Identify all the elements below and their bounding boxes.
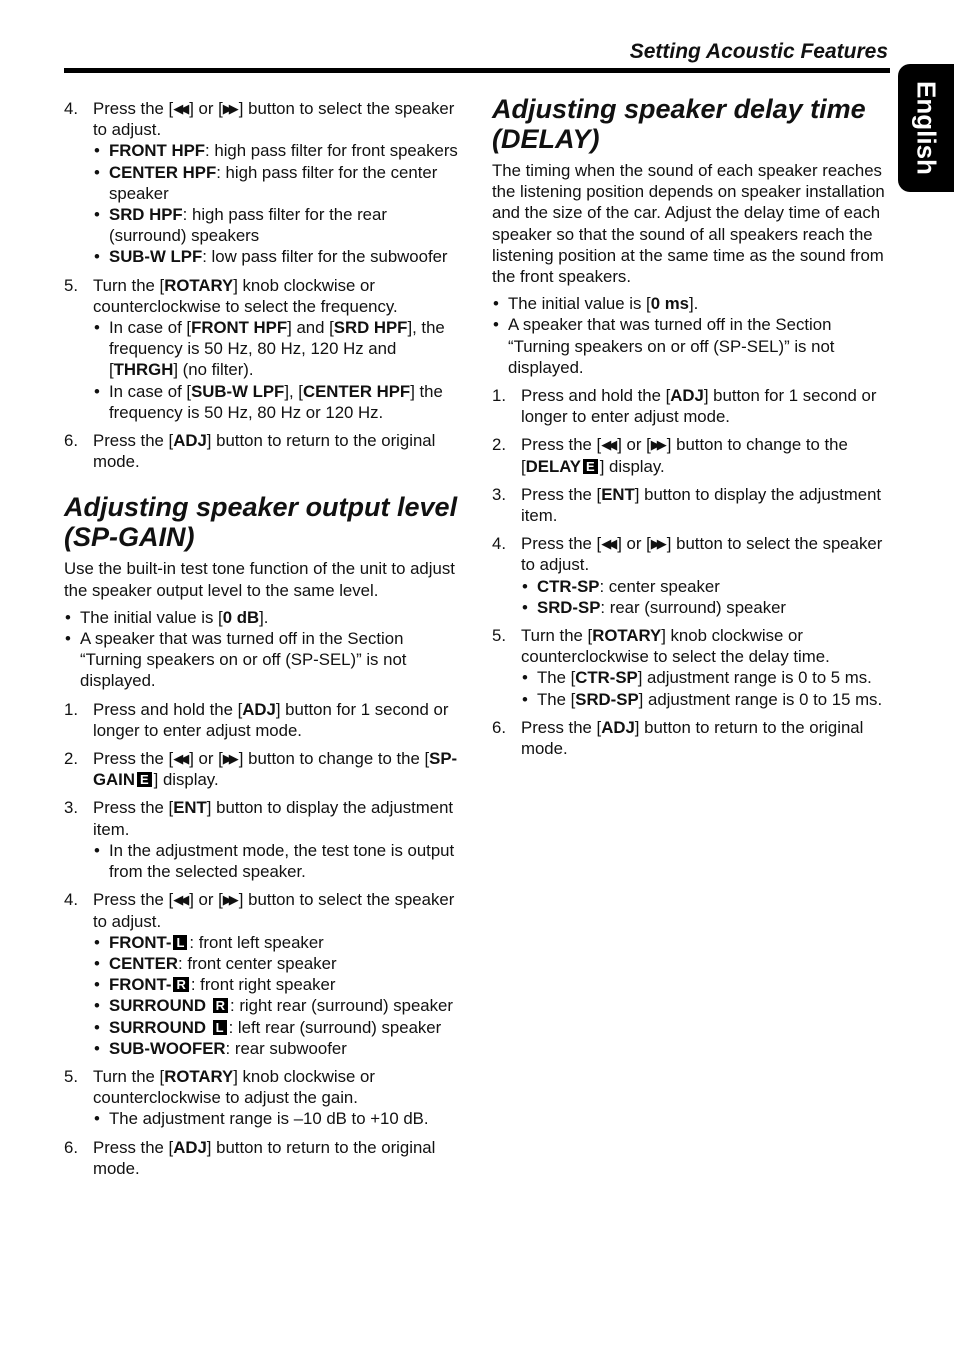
text: The initial value is [: [80, 607, 223, 627]
step-number: 6.: [492, 717, 506, 737]
text: ] button to change to the [: [238, 749, 430, 769]
speaker-list: [93, 932, 464, 1059]
language-tab: [898, 64, 954, 192]
list-item: [64, 607, 464, 628]
text: ] button to display the adjustment item.: [93, 798, 454, 839]
term: ADJ: [173, 431, 207, 451]
list-item: [93, 1017, 464, 1038]
fast-forward-icon: ▶▶: [650, 437, 663, 453]
text: ] adjustment range is 0 to 5 ms.: [637, 668, 872, 688]
term: 0 ms: [650, 294, 689, 314]
text: ] button to return to the original mode.: [93, 431, 436, 472]
fast-forward-icon: ▶▶: [222, 751, 235, 767]
range-notes: [521, 667, 890, 709]
text: Press the [: [521, 534, 602, 554]
filter-steps: [64, 98, 464, 472]
text: ] button to select the speaker to adjust.: [93, 99, 455, 140]
text: Press the [: [521, 435, 602, 455]
term: SURROUND: [109, 1017, 211, 1037]
section-intro: The timing when the sound of each speaker reaches the listening position depends on speaker installation and the size of the car. Adjust the delay time of each speaker so that the sound of all speakers reach the listening position at the same time as the sound from the front speakers.: [492, 161, 885, 287]
section-intro: Use the built-in test tone function of the unit to adjust the speaker output level to the same level.: [64, 559, 455, 600]
text: Turn the [: [93, 275, 165, 295]
step-number: 1.: [64, 699, 78, 719]
text: Press the [: [521, 717, 602, 737]
text: ] or [: [189, 99, 223, 118]
text: ] or [: [189, 749, 223, 769]
term: ADJ: [601, 717, 635, 737]
term: SUB-WOOFER: [109, 1038, 226, 1058]
term: ROTARY: [164, 1066, 234, 1086]
text: ], the frequency is 50 Hz, 80 Hz, 120 Hz and [: [109, 318, 445, 380]
text: : low pass filter for the subwoofer: [202, 247, 448, 267]
text: : right rear (surround) speaker: [230, 996, 453, 1016]
r-badge-icon: R: [173, 977, 188, 992]
text: ] knob clockwise or counterclockwise to select the delay time.: [521, 626, 830, 667]
text: ] button for 1 second or longer to enter adjust mode.: [93, 699, 449, 740]
text: ] knob clockwise or counterclockwise to adjust the gain.: [93, 1066, 375, 1108]
list-item: [93, 953, 464, 974]
term: SRD-SP: [575, 689, 639, 709]
term: FRONT-: [109, 975, 172, 995]
term: CTR-SP: [537, 576, 600, 596]
l-badge-icon: L: [213, 1020, 227, 1035]
term: SUB-W LPF: [109, 247, 203, 267]
filter-step-4: [64, 98, 464, 268]
frequency-notes: [93, 317, 464, 423]
step-number: 5.: [492, 626, 506, 646]
text: ] or [: [617, 435, 651, 455]
text: : high pass filter for the center speaker: [109, 162, 438, 203]
text: The [: [537, 668, 576, 688]
page-header-title: Setting Acoustic Features: [629, 40, 888, 63]
rewind-icon: ◀◀: [601, 437, 614, 453]
delay-step-2: [492, 434, 890, 476]
rewind-icon: ◀◀: [173, 751, 186, 767]
term: ADJ: [242, 699, 276, 719]
step-number: 2.: [492, 435, 506, 455]
term: FRONT HPF: [191, 318, 288, 338]
e-badge-icon: E: [137, 772, 152, 787]
text: : front center speaker: [178, 953, 337, 973]
term: CENTER HPF: [109, 162, 217, 182]
e-badge-icon: E: [583, 459, 598, 474]
term: CENTER: [109, 953, 178, 973]
list-item: [521, 667, 890, 688]
sp-gain-section: [64, 492, 464, 1178]
list-item: • A speaker that was turned off in the Section “Turning speakers on or off (SP-SEL)” is not displayed.: [64, 628, 464, 692]
text: ] (no filter).: [173, 360, 254, 380]
list-item: [93, 246, 464, 267]
gain-step-5: [64, 1066, 464, 1130]
text: ] button to change to the [: [521, 435, 848, 476]
delay-section: [492, 94, 890, 759]
step-number: 3.: [64, 798, 78, 818]
term: CENTER HPF: [302, 381, 411, 401]
right-column: [492, 94, 890, 759]
term: SRD HPF: [333, 318, 408, 338]
step-number: 3.: [492, 484, 506, 504]
list-item: [521, 689, 890, 710]
r-badge-icon: R: [213, 998, 228, 1013]
term: DELAY: [525, 456, 582, 476]
step-number: 2.: [64, 749, 78, 769]
list-item: [492, 293, 890, 314]
notes-list: [492, 293, 890, 378]
rewind-icon: ◀◀: [173, 892, 186, 908]
list-item: • The adjustment range is –10 dB to +10 dB.: [93, 1108, 464, 1129]
section-title: Adjusting speaker delay time (DELAY): [492, 94, 866, 154]
step-number: 4.: [64, 99, 78, 118]
text: : center speaker: [599, 576, 720, 596]
list-item: • A speaker that was turned off in the Section “Turning speakers on or off (SP-SEL)” is not displayed.: [492, 314, 890, 378]
term: SRD HPF: [109, 205, 183, 225]
term: ENT: [173, 798, 207, 818]
list-item: [521, 576, 890, 597]
text: In case of [: [109, 318, 192, 338]
text: : front left speaker: [189, 932, 324, 952]
text: ] button to display the adjustment item.: [521, 484, 882, 526]
gain-step-1: [64, 699, 464, 741]
delay-steps: [492, 385, 890, 759]
text: Press the [: [93, 798, 174, 818]
text: Press the [: [93, 890, 174, 910]
text: ] the frequency is 50 Hz, 80 Hz or 120 Hz.: [109, 381, 443, 422]
term: ADJ: [173, 1137, 207, 1157]
step-notes: [93, 1108, 464, 1129]
step-number: 5.: [64, 1066, 78, 1086]
rewind-icon: ◀◀: [601, 536, 614, 552]
text: : high pass filter for front speakers: [205, 141, 458, 161]
step-number: 6.: [64, 431, 78, 451]
fast-forward-icon: ▶▶: [222, 892, 235, 908]
filter-step-5: [64, 275, 464, 423]
speaker-list: [521, 576, 890, 618]
text: Press the [: [93, 1137, 174, 1157]
step-notes: [93, 840, 464, 882]
list-item: [93, 204, 464, 246]
delay-step-4: [492, 533, 890, 618]
filter-list: [93, 140, 464, 267]
list-item: [93, 974, 464, 995]
header-rule: [64, 68, 890, 73]
text: Press the [: [93, 99, 174, 118]
text: ], [: [284, 381, 303, 401]
section-title: Adjusting speaker output level (SP-GAIN): [64, 492, 458, 553]
list-item: [93, 317, 464, 381]
text: ] display.: [153, 770, 219, 790]
text: Press the [: [93, 431, 174, 451]
filter-step-6: [64, 430, 464, 472]
text: : left rear (surround) speaker: [228, 1017, 442, 1037]
term: SP-GAIN: [93, 749, 458, 790]
delay-step-3: [492, 484, 890, 526]
text: : front right speaker: [190, 975, 336, 995]
term: SRD-SP: [537, 597, 601, 617]
text: Press the [: [93, 749, 174, 769]
text: Turn the [: [521, 626, 593, 646]
term: FRONT HPF: [109, 141, 206, 161]
text: : rear subwoofer: [225, 1038, 347, 1058]
step-number: 4.: [64, 890, 78, 910]
term: SURROUND: [109, 996, 211, 1016]
text: The initial value is [: [508, 294, 651, 314]
step-number: 4.: [492, 534, 506, 554]
gain-step-2: [64, 748, 464, 790]
rewind-icon: ◀◀: [173, 101, 186, 116]
text: Press the [: [521, 484, 602, 504]
text: ] adjustment range is 0 to 15 ms.: [638, 689, 883, 709]
language-tab-label: English: [911, 81, 942, 175]
gain-step-3: [64, 797, 464, 882]
list-item: [93, 381, 464, 423]
term: ADJ: [670, 386, 704, 406]
list-item: [93, 995, 464, 1016]
term: CTR-SP: [575, 668, 638, 688]
step-number: 6.: [64, 1137, 78, 1157]
left-column: [64, 98, 464, 1179]
text: Turn the [: [93, 1066, 165, 1086]
notes-list: [64, 607, 464, 692]
text: ] button to return to the original mode.: [93, 1137, 436, 1178]
text: ] or [: [189, 890, 223, 910]
text: ] display.: [599, 456, 665, 476]
text: : rear (surround) speaker: [600, 597, 787, 617]
text: ] or [: [617, 534, 651, 554]
l-badge-icon: L: [173, 935, 187, 950]
text: ] button to select the speaker to adjust.: [93, 890, 455, 931]
list-item: [521, 597, 890, 618]
list-item: [93, 162, 464, 204]
term: ENT: [601, 484, 635, 504]
text: ] button to select the speaker to adjust.: [521, 534, 883, 575]
text: The [: [537, 689, 576, 709]
list-item: • In the adjustment mode, the test tone is output from the selected speaker.: [93, 840, 464, 882]
text: ].: [259, 607, 269, 627]
list-item: [93, 140, 464, 161]
text: ] button for 1 second or longer to enter adjust mode.: [521, 386, 877, 427]
gain-steps: [64, 699, 464, 1179]
list-item: [93, 1038, 464, 1059]
gain-step-4: [64, 889, 464, 1059]
term: 0 dB: [222, 607, 260, 627]
text: ] knob clockwise or counterclockwise to select the frequency.: [93, 275, 398, 316]
fast-forward-icon: ▶▶: [650, 536, 663, 552]
text: Press and hold the [: [93, 699, 243, 719]
term: ROTARY: [164, 275, 234, 295]
fast-forward-icon: ▶▶: [222, 101, 235, 116]
text: : high pass filter for the rear (surround) speakers: [109, 205, 387, 246]
term: ROTARY: [592, 626, 662, 646]
text: ] and [: [287, 318, 334, 338]
delay-step-1: [492, 385, 890, 427]
text: ].: [688, 294, 699, 314]
gain-step-6: [64, 1137, 464, 1179]
delay-step-6: [492, 717, 890, 759]
step-number: 1.: [492, 386, 506, 406]
text: ] button to return to the original mode.: [521, 717, 864, 759]
list-item: [93, 932, 464, 953]
text: In case of [: [109, 381, 192, 401]
text: Press and hold the [: [521, 386, 671, 406]
term: THRGH: [113, 360, 174, 380]
term: FRONT-: [109, 932, 172, 952]
step-number: 5.: [64, 275, 78, 295]
delay-step-5: [492, 625, 890, 710]
term: SUB-W LPF: [191, 381, 285, 401]
